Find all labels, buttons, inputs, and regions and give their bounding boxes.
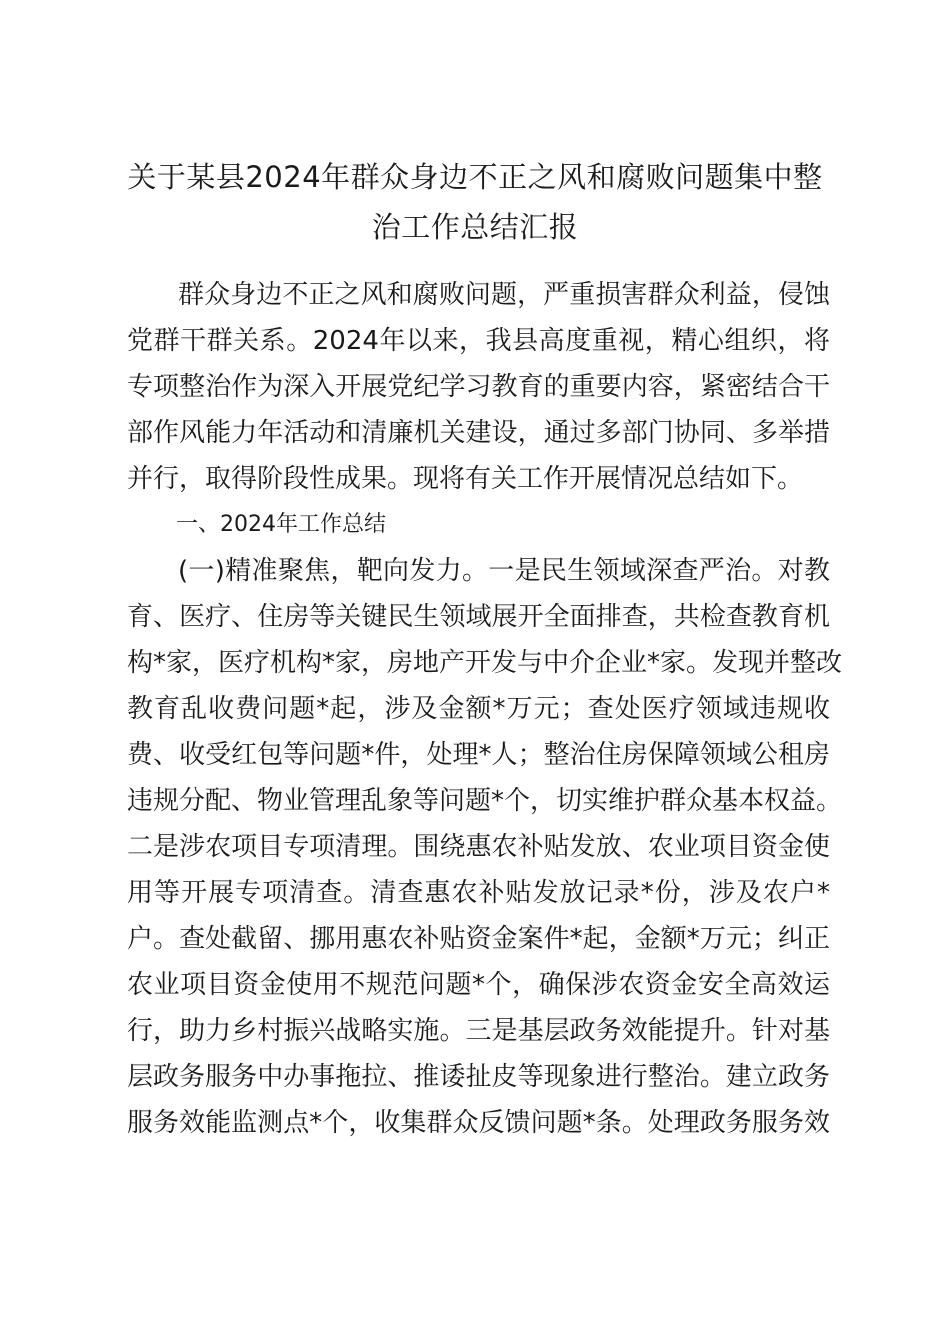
text-line: 用等开展专项清查。清查惠农补贴发放记录*份，涉及农户*	[127, 878, 830, 908]
intro-paragraph	[127, 272, 830, 502]
text-line: 费、收受红包等问题*件，处理*人；整治住房保障领域公租房	[127, 740, 830, 770]
text-line: 农业项目资金使用不规范问题*个，确保涉农资金安全高效运	[127, 970, 830, 1000]
document-body	[127, 272, 843, 1146]
text-line: 服务效能监测点*个，收集群众反馈问题*条。处理政务服务效	[127, 1108, 830, 1138]
title-line: 关于某县2024年群众身边不正之风和腐败问题集中整	[127, 160, 823, 194]
document-title	[120, 152, 830, 252]
text-line: 并行，取得阶段性成果。现将有关工作开展情况总结如下。	[127, 464, 804, 494]
section-paragraph	[127, 548, 843, 1146]
text-line: 违规分配、物业管理乱象等问题*个，切实维护群众基本权益。	[127, 786, 843, 816]
text-line: 党群干群关系。2024年以来，我县高度重视，精心组织，将	[127, 326, 830, 356]
text-line: 群众身边不正之风和腐败问题，严重损害群众利益，侵蚀	[178, 280, 830, 310]
text-line: 行，助力乡村振兴战略实施。三是基层政务效能提升。针对基	[127, 1016, 830, 1046]
text-line: 户。查处截留、挪用惠农补贴资金案件*起，金额*万元；纠正	[127, 924, 830, 954]
text-line: 育、医疗、住房等关键民生领域展开全面排查，共检查教育机	[127, 602, 830, 632]
text-line: 教育乱收费问题*起，涉及金额*万元；查处医疗领域违规收	[127, 694, 830, 724]
text-line: (一)精准聚焦，靶向发力。一是民生领域深查严治。对教	[178, 556, 830, 586]
text-line: 部作风能力年活动和清廉机关建设，通过多部门协同、多举措	[127, 418, 830, 448]
text-line: 专项整治作为深入开展党纪学习教育的重要内容，紧密结合干	[127, 372, 830, 402]
text-line: 二是涉农项目专项清理。围绕惠农补贴发放、农业项目资金使	[127, 832, 830, 862]
title-line: 治工作总结汇报	[371, 210, 579, 244]
section-heading: 一、2024年工作总结	[176, 512, 386, 537]
text-line: 层政务服务中办事拖拉、推诿扯皮等现象进行整治。建立政务	[127, 1062, 830, 1092]
text-line: 构*家，医疗机构*家，房地产开发与中介企业*家。发现并整改	[127, 648, 843, 678]
